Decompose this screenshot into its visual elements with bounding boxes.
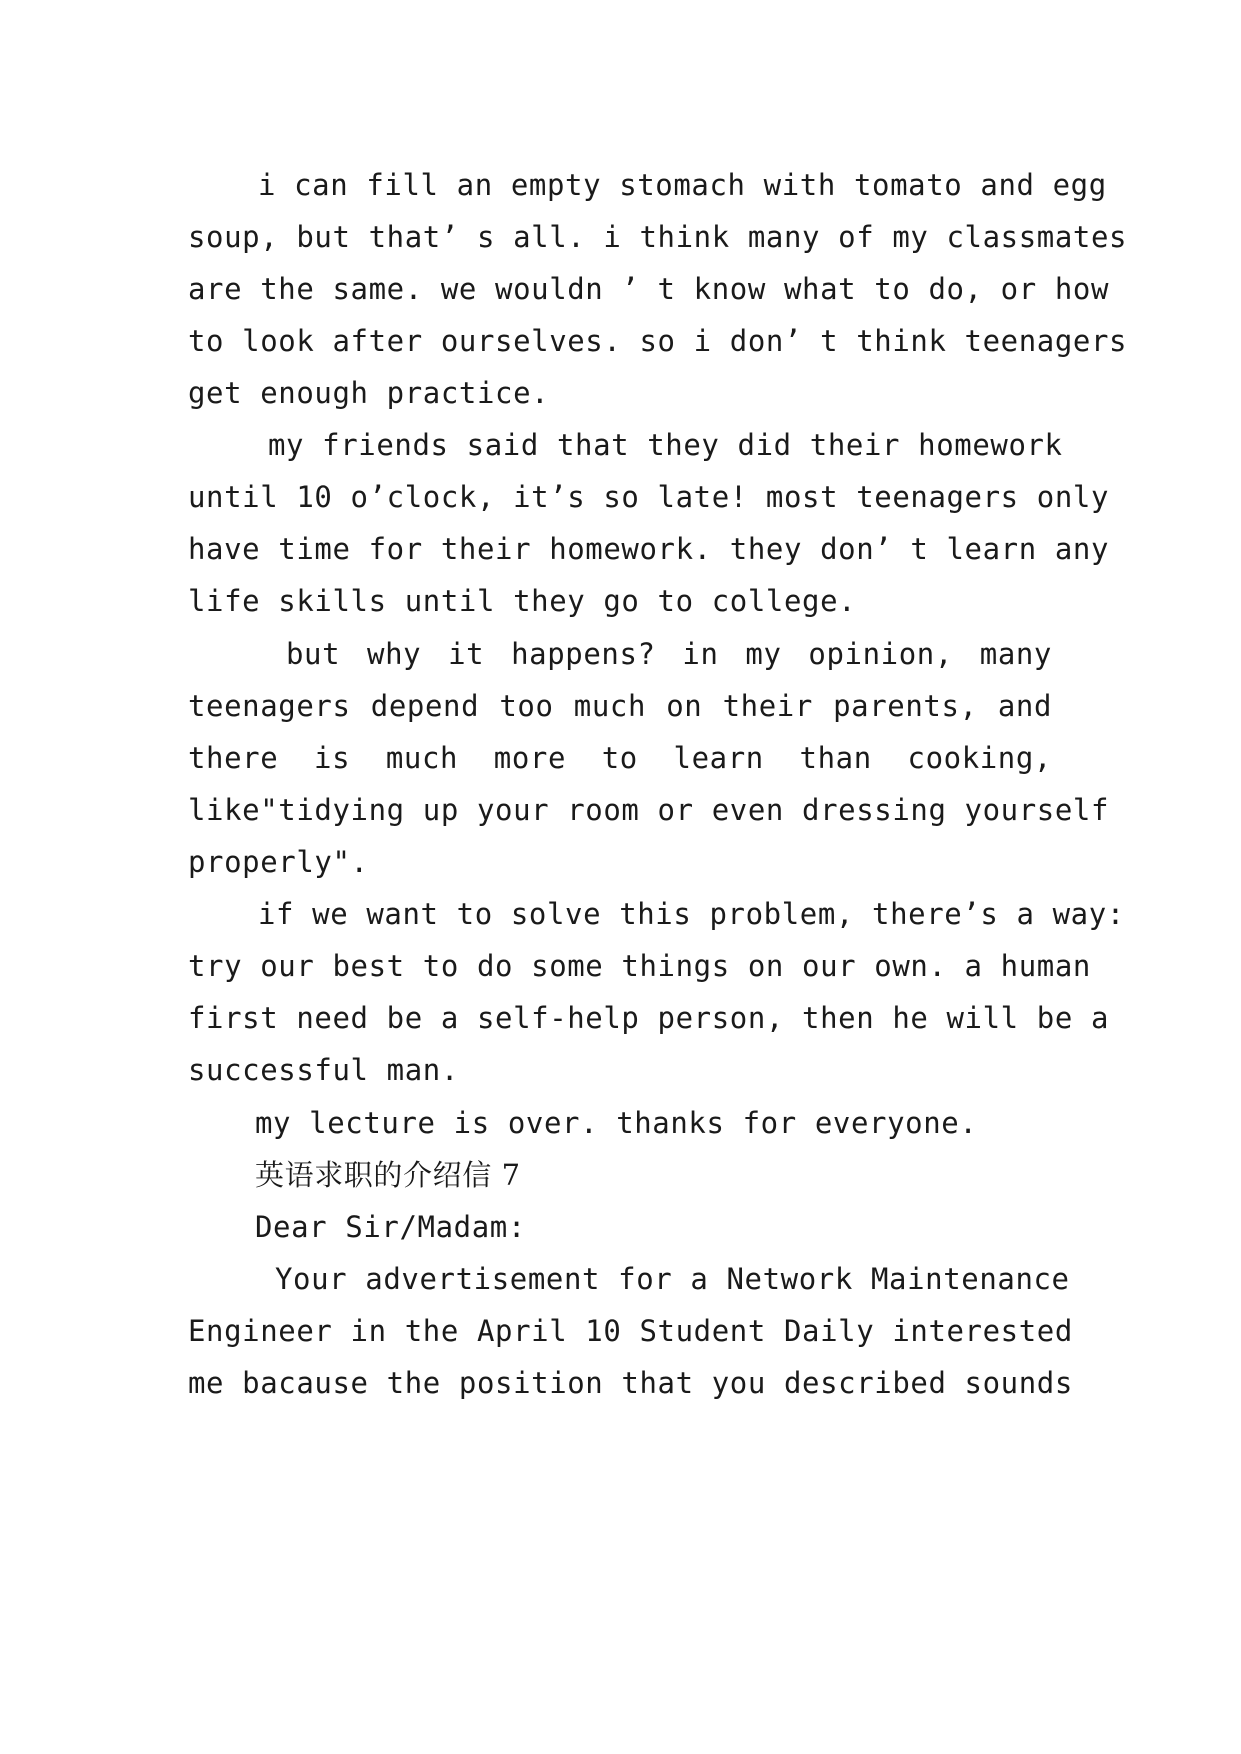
text-line: my lecture is over. thanks for everyone. (255, 1106, 978, 1140)
text-line: try our best to do some things on our own. a human (188, 949, 1091, 983)
section-heading: 英语求职的介绍信 7 (255, 1158, 521, 1192)
text-line: have time for their homework. they don’ t learn any (188, 532, 1110, 566)
text-line: life skills until they go to college. (188, 584, 857, 618)
text-line: my friends said that they did their homework (268, 428, 1063, 462)
text-line: to look after ourselves. so i don’ t think teenagers (188, 324, 1128, 358)
text-line: are the same. we wouldn ’ t know what to do, or how (188, 272, 1110, 306)
text-line: first need be a self-help person, then he will be a (188, 1001, 1110, 1035)
text-line: properly". (188, 845, 369, 879)
text-line: but why it happens? in my opinion, many (286, 637, 1052, 671)
text-line: Engineer in the April 10 Student Daily interested (188, 1314, 1073, 1348)
text-line: there is much more to learn than cooking, (188, 741, 1052, 775)
text-line: me bacause the position that you described sounds (188, 1366, 1073, 1400)
text-line: successful man. (188, 1053, 459, 1087)
text-line: soup, but that’ s all. i think many of my classmates (188, 220, 1128, 254)
text-line: if we want to solve this problem, there’s a way: (258, 897, 1125, 931)
text-line: i can fill an empty stomach with tomato and egg (258, 168, 1107, 202)
text-line: get enough practice. (188, 376, 550, 410)
text-line: Your advertisement for a Network Maintenance (275, 1262, 1070, 1296)
salutation: Dear Sir/Madam: (255, 1210, 526, 1244)
text-line: until 10 o’clock, it’s so late! most teenagers only (188, 480, 1110, 514)
text-line: teenagers depend too much on their parents, and (188, 689, 1052, 723)
text-line: like"tidying up your room or even dressing yourself (188, 793, 1110, 827)
